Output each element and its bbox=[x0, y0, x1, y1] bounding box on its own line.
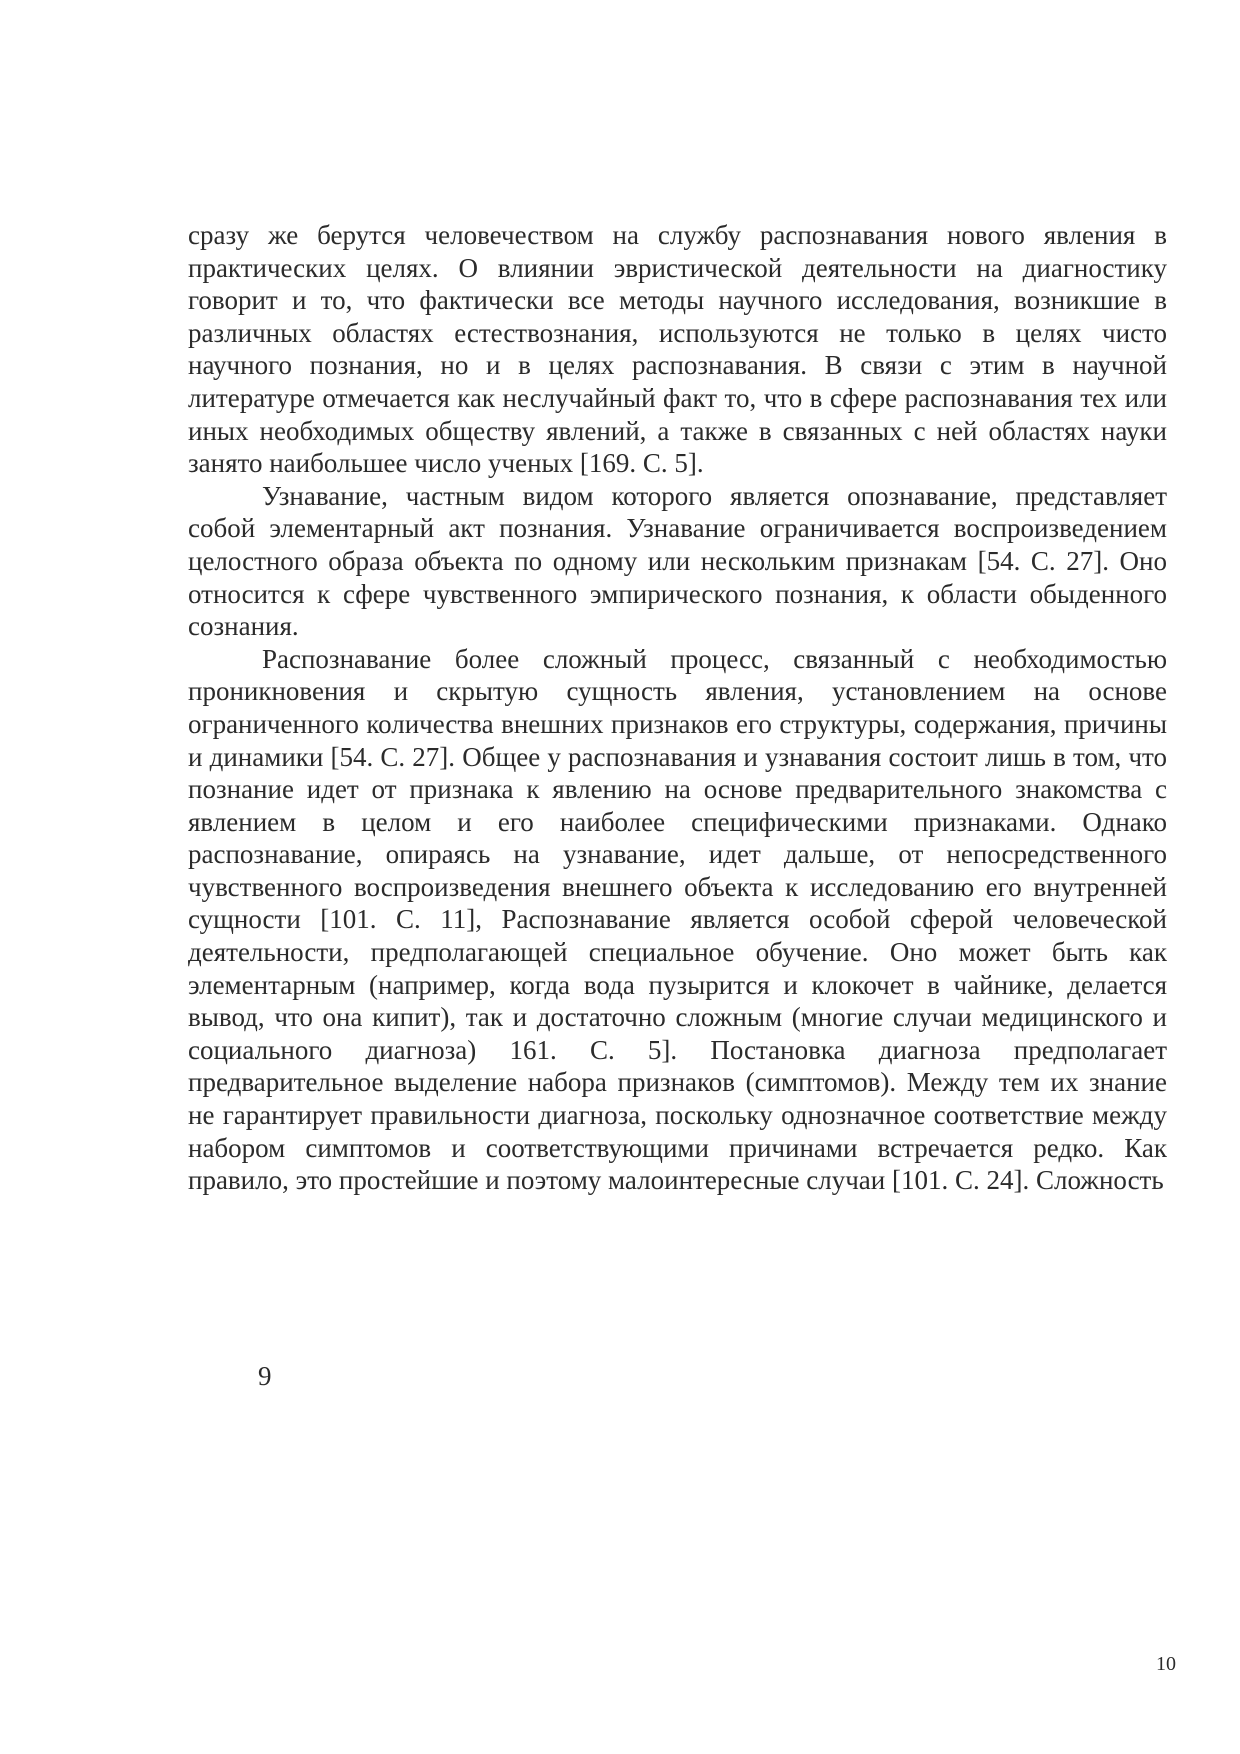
page-number: 10 bbox=[1156, 1653, 1176, 1675]
inner-page-number: 9 bbox=[258, 1361, 272, 1391]
paragraph-continuation: сразу же берутся человечеством на службу распознавания нового явления в практических целях. О влиянии эвристической деятельности на диагностику говорит и то, что фактически все методы научного исследования, возникшие в различных областях естествознания, используются не только в целях чисто научного познания, но и в целях распознавания. В связи с этим в научной литературе отмечается как неслучайный факт то, что в сфере распознавания тех или иных необходимых обществу явлений, а также в связанных с ней областях науки занято наибольшее число ученых [169. С. 5]. bbox=[188, 220, 1167, 479]
paragraph-recognition-definition: Узнавание, частным видом которого является опознавание, представляет собой элементарный акт познания. Узнавание ограничивается воспроизведением целостного образа объекта по одному или нескольким признакам [54. С. 27]. Оно относится к сфере чувственного эмпирического познания, к области обыденного сознания. bbox=[188, 480, 1167, 642]
paragraph-recognition-process: Распознавание более сложный процесс, связанный с необходимостью проникновения и скрытую сущность явления, установлением на основе ограниченного количества внешних признаков его структуры, содержания, причины и динамики [54. С. 27]. Общее у распознавания и узнавания состоит лишь в том, что познание идет от признака к явлению на основе предварительного знакомства с явлением в целом и его наиболее специфическими признаками. Однако распознавание, опираясь на узнавание, идет дальше, от непосредственного чувственного воспроизведения внешнего объекта к исследованию его внутренней сущности [101. С. 11], Распознавание является особой сферой человеческой деятельности, предполагающей специальное обучение. Оно может быть как элементарным (например, когда вода пузырится и клокочет в чайнике, делается вывод, что она кипит), так и достаточно сложным (многие случаи медицинского и социального диагноза) 161. С. 5]. Постановка диагноза предполагает предварительное выделение набора признаков (симптомов). Между тем их знание не гарантирует правильности диагноза, поскольку однозначное соответствие между набором симптомов и соответствующими причинами встречается редко. Как правило, это простейшие и поэтому малоинтересные случаи [101. С. 24]. Сложность bbox=[188, 643, 1167, 1196]
body-text bbox=[188, 219, 1167, 1197]
